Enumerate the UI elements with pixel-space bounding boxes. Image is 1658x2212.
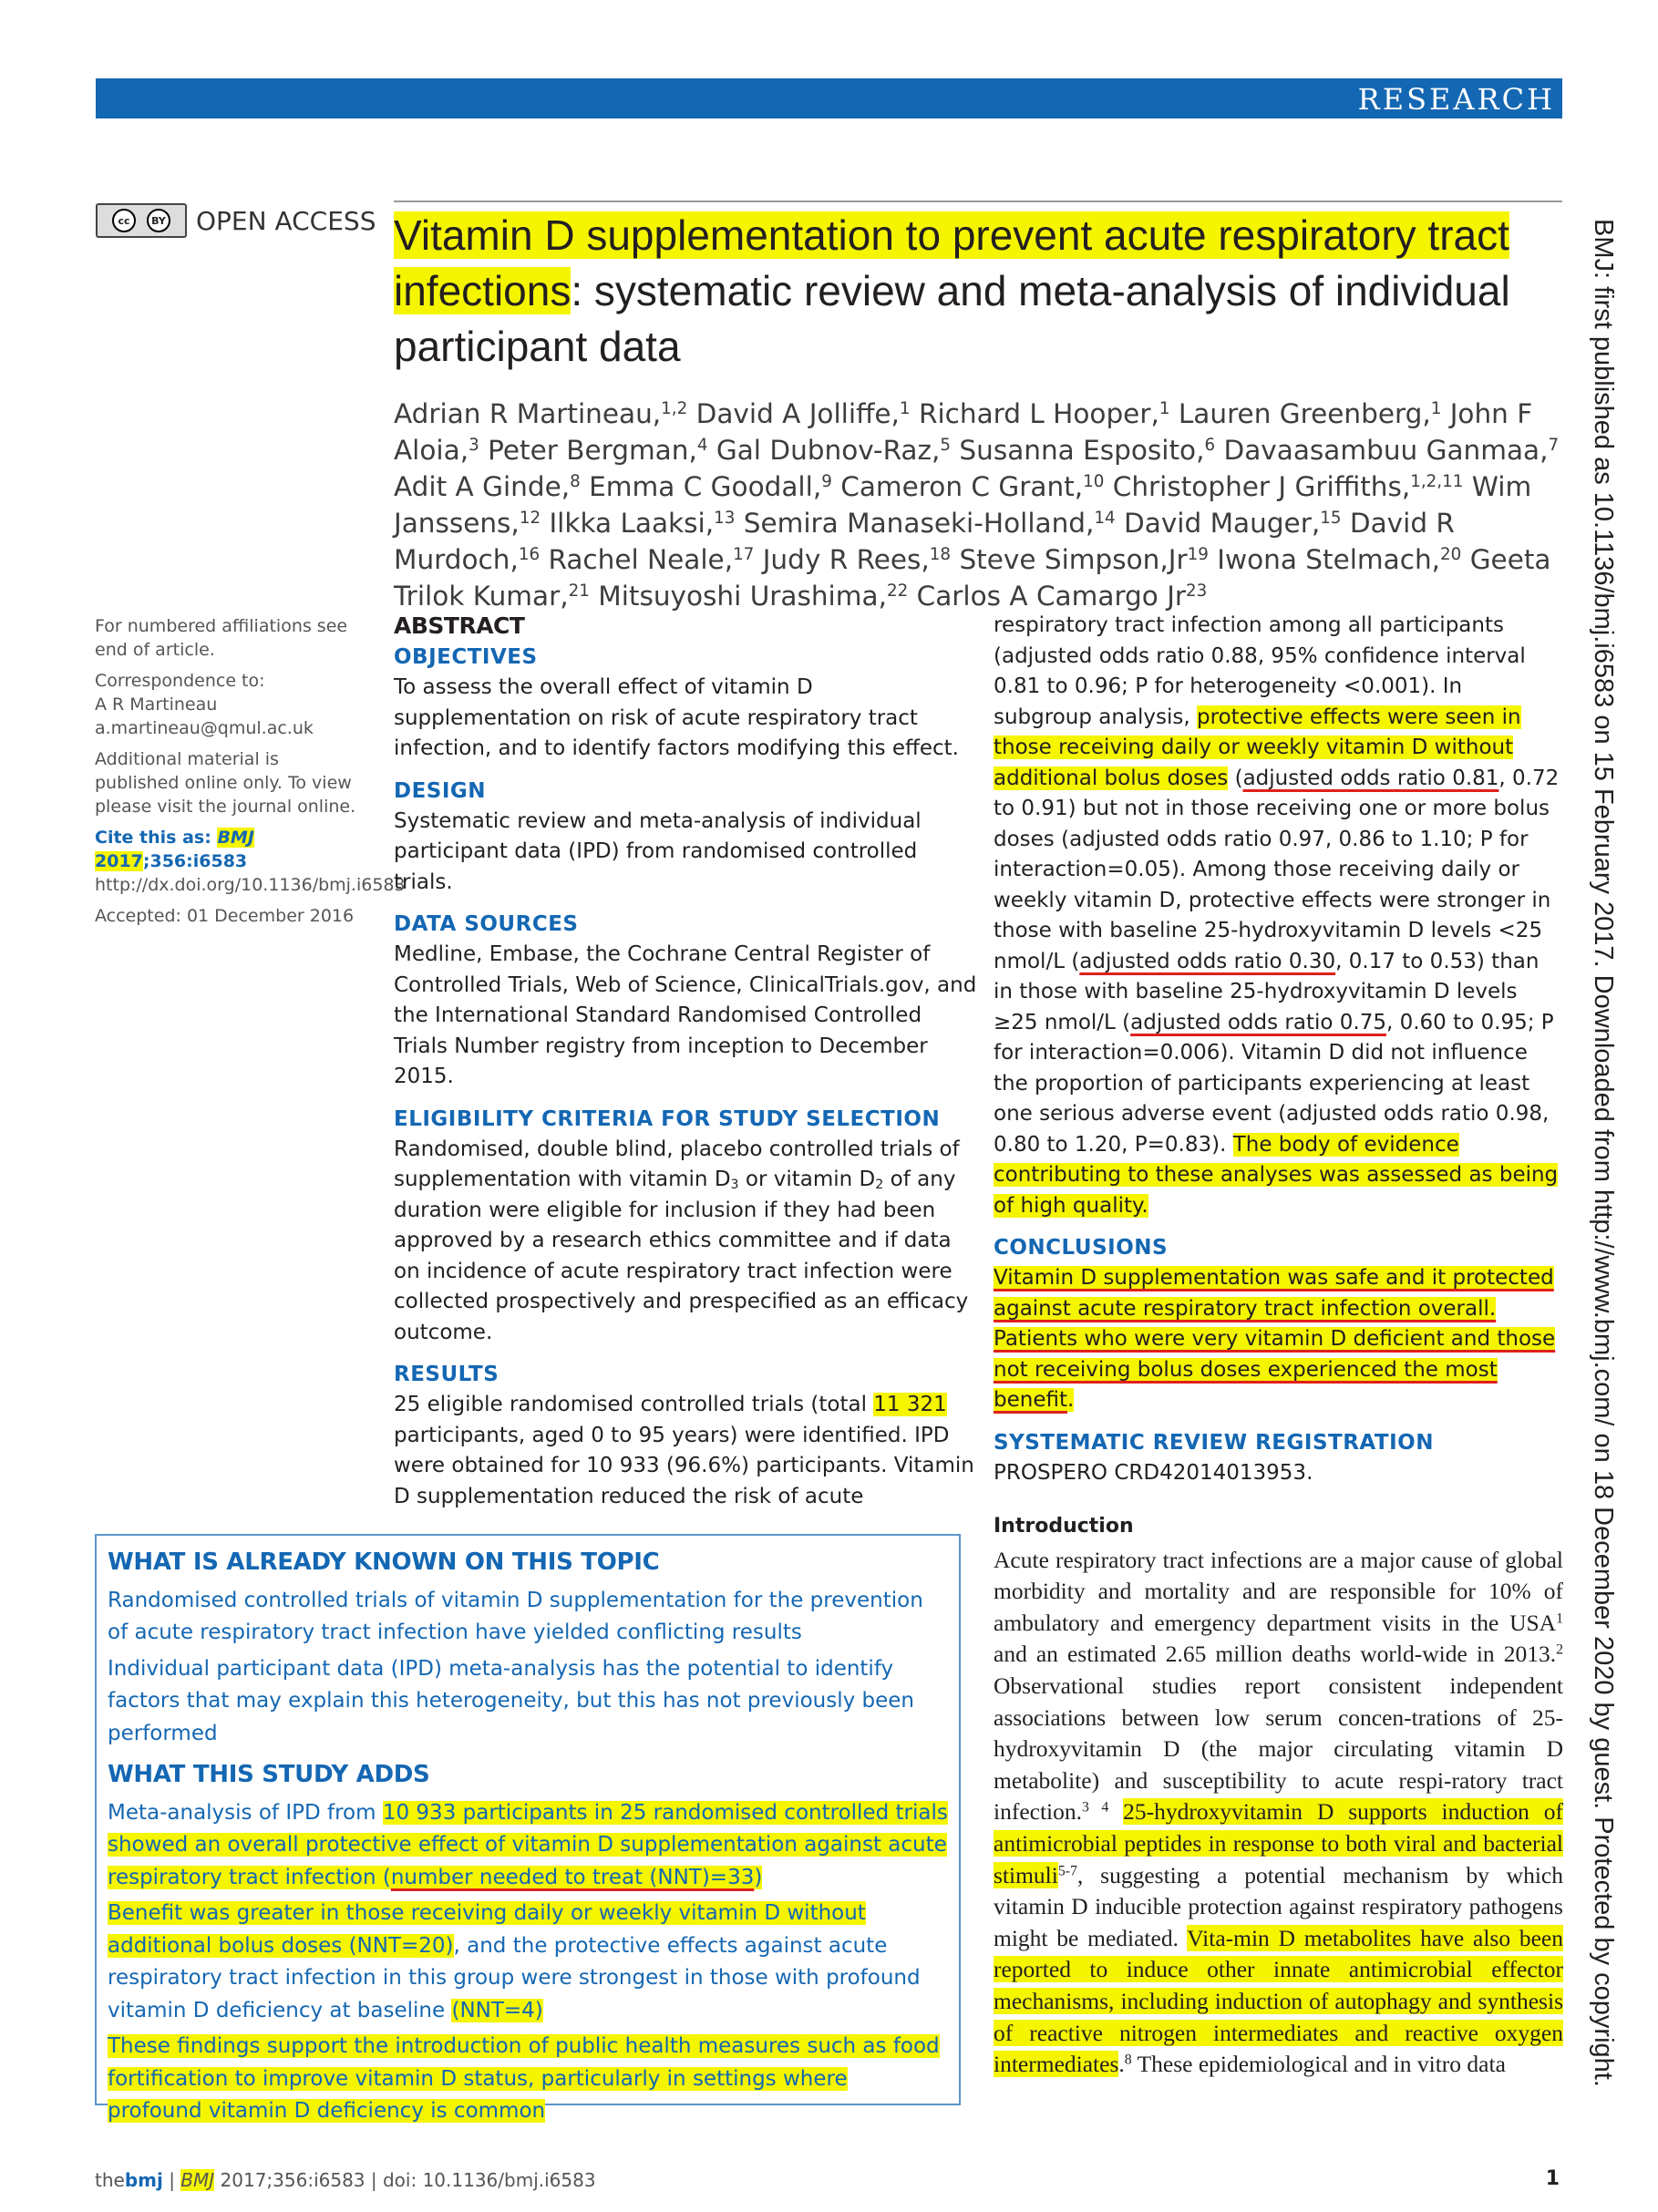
- author-name: Geeta Trilok Kumar,: [394, 544, 1551, 612]
- known-item-1: Randomised controlled trials of vitamin D supplementation for the prevention of acute respiratory tract infection have yielded conflicting results: [108, 1588, 923, 1644]
- author-name: Adrian R Martineau,: [394, 398, 662, 429]
- author-name: Adit A Ginde,: [394, 471, 571, 502]
- author-name: Semira Manaseki-Holland,: [743, 508, 1095, 539]
- author-name: David Mauger,: [1124, 508, 1321, 539]
- adds-heading: WHAT THIS STUDY ADDS: [108, 1761, 430, 1788]
- copyright-side-note: BMJ: first published as 10.1136/bmj.i6583 on 15 February 2017. Downloaded from http://www.bmj.com/ on 18 December 2020 by guest. Protected by copyright.: [1589, 219, 1618, 2087]
- highlight-conclusions: Vitamin D supplementation was safe and it protected against acute respiratory tract infection overall. Patients who were very vitamin D deficient and those not receiving bolus doses experienced the most benefit: [994, 1266, 1556, 1412]
- known-heading: WHAT IS ALREADY KNOWN ON THIS TOPIC: [108, 1548, 660, 1576]
- objectives-text: To assess the overall effect of vitamin D supplementation on risk of acute respiratory tract infection, and to identify factors modifying this effect.: [394, 675, 959, 760]
- author-list: Adrian R Martineau,$^{1,2}$ David A Jolliffe,$^1$ Richard L Hooper,$^1$ Lauren Greenberg,$^1$ John F Aloia,$^3$ Peter Bergman,$^4$ Gal Dubnov-Raz,$^5$ Susanna Esposito,$^6$ Davaasambuu Ganmaa,$^7$ Adit A Ginde,$^8$ Emma C Goodall,$^9$ Cameron C Grant,$^{10}$ Christopher J Griffiths,$^{1,2,11}$ Wim Janssens,$^{12}$ Ilkka Laaksi,$^{13}$ Semira Manaseki-Holland,$^{14}$ David Mauger,$^{15}$ David R Murdoch,$^{16}$ Rachel Neale,$^{17}$ Judy R Rees,$^{18}$ Steve Simpson,Jr$^{19}$ Iwona Stelmach,$^{20}$ Geeta Trilok Kumar,$^{21}$ Mitsuyoshi Urashima,$^{22}$ Carlos A Camargo Jr$^{23}$: [394, 398, 1560, 612]
- underline-odds-ratio-030: adjusted odds ratio 0.30: [1079, 949, 1336, 973]
- author-name: Davaasambuu Ganmaa,: [1223, 435, 1549, 466]
- author-name: Iwona Stelmach,: [1217, 544, 1441, 575]
- introduction-section: [994, 1511, 1563, 2081]
- abstract-column-2: [994, 611, 1563, 1492]
- adds-item-3: These findings support the introduction of public health measures such as food fortification to improve vitamin D status, particularly in settings where profound vitamin D deficiency is common: [108, 2034, 940, 2123]
- conclusions-heading: CONCLUSIONS: [994, 1236, 1169, 1260]
- title-rule: [394, 201, 1562, 202]
- highlight-protective-effects: protective effects were seen in those receiving daily or weekly vitamin D without additional bolus doses: [994, 705, 1521, 790]
- additional-material-note: Additional material is published online only. To view please visit the journal online.: [95, 749, 356, 817]
- accepted-date: Accepted: 01 December 2016: [95, 906, 355, 926]
- results-heading: RESULTS: [394, 1363, 499, 1386]
- correspondence-label: Correspondence to:: [95, 671, 265, 691]
- author-name: Emma C Goodall,: [589, 471, 822, 502]
- affiliations-note: For numbered affiliations see end of article.: [95, 616, 348, 660]
- author-name: Wim Janssens,: [394, 471, 1532, 539]
- highlight-evidence-quality: The body of evidence contributing to these analyses was assessed as being of high quality.: [994, 1132, 1559, 1218]
- author-name: Ilkka Laaksi,: [549, 508, 715, 539]
- author-name: Peter Bergman,: [488, 435, 697, 466]
- design-text: Systematic review and meta-analysis of individual participant data (IPD) from randomised controlled trials.: [394, 808, 922, 894]
- section-label: RESEARCH: [1357, 82, 1555, 117]
- cite-this: Cite this as: BMJ 2017;356:i6583: [95, 828, 254, 871]
- author-name: Carlos A Camargo Jr: [916, 581, 1187, 612]
- results-text: 25 eligible randomised controlled trials (total 11 321 participants, aged 0 to 95 years) were identified. IPD were obtained for 10 933 (96.6%) participants. Vitamin D supplementation reduced the risk of acute: [394, 1393, 974, 1508]
- results-total-highlight: 11 321: [873, 1393, 947, 1416]
- author-name: Gal Dubnov-Raz,: [716, 435, 941, 466]
- objectives-heading: OBJECTIVES: [394, 645, 538, 669]
- eligibility-heading: ELIGIBILITY CRITERIA FOR STUDY SELECTION: [394, 1106, 941, 1131]
- author-name: Cameron C Grant,: [840, 471, 1084, 502]
- introduction-text: Acute respiratory tract infections are a major cause of global morbidity and mortality and are responsible for 10% of ambulatory and emergency department visits in the USA$^1$ and an estimated 2.65 million deaths world-wide in 2013.$^2$ Observational studies report consistent independent associations between low serum concen-trations of 25-hydroxyvitamin D (the major circulating vitamin D metabolite) and susceptibility to acute respi-ratory tract infection.$^{3 4}$ 25-hydroxyvitamin D supports induction of antimicrobial peptides in response to both viral and bacterial stimuli$^{5-7}$, suggesting a potential mechanism by which vitamin D inducible protection against respiratory pathogens might be mediated. Vita-min D metabolites have also been reported to induce other innate antimicrobial effector mechanisms, including induction of autophagy and synthesis of reactive nitrogen intermediates and reactive oxygen intermediates.$^8$ These epidemiological and in vitro data: [994, 1546, 1564, 2078]
- author-name: David A Jolliffe,: [695, 398, 900, 429]
- registration-text: PROSPERO CRD42014013953.: [994, 1460, 1313, 1485]
- doi-link[interactable]: http://dx.doi.org/10.1136/bmj.i6583: [95, 875, 406, 895]
- eligibility-text: Randomised, double blind, placebo controlled trials of supplementation with vitamin $D_3$ or vitamin $D_2$ of any duration were eligible for inclusion if they had been approved by a research ethics committee and if data on incidence of acute respiratory tract infection were collected prospectively and prespecified as an efficacy outcome.: [394, 1137, 969, 1344]
- abstract-title: ABSTRACT: [394, 612, 525, 639]
- page-footer: thebmj | BMJ 2017;356:i6583 | doi: 10.1136/bmj.i6583: [95, 2169, 596, 2191]
- conclusions-text: Vitamin D supplementation was safe and it protected against acute respiratory tract infection overall. Patients who were very vitamin D deficient and those not receiving bolus doses experienced the most benefit.: [994, 1266, 1556, 1412]
- open-access-badge: [96, 202, 376, 239]
- author-name: John F Aloia,: [394, 398, 1533, 466]
- results-continued-text: respiratory tract infection among all participants (adjusted odds ratio 0.88, 95% confidence interval 0.81 to 0.96; P for heterogeneity <0.001). In subgroup analysis, protective effects were seen in those receiving daily or weekly vitamin D without additional bolus doses (adjusted odds ratio 0.81, 0.72 to 0.91) but not in those receiving one or more bolus doses (adjusted odds ratio 0.97, 0.86 to 1.10; P for interaction=0.05). Among those receiving daily or weekly vitamin D, protective effects were stronger in those with baseline 25-hydroxyvitamin D levels <25 nmol/L (adjusted odds ratio 0.30, 0.17 to 0.53) than in those with baseline 25-hydroxyvitamin D levels ≥25 nmol/L (adjusted odds ratio 0.75, 0.60 to 0.95; P for interaction=0.006). Vitamin D did not influence the proportion of participants experiencing at least one serious adverse event (adjusted odds ratio 0.98, 0.80 to 1.20, P=0.83). The body of evidence contributing to these analyses was assessed as being of high quality.: [994, 613, 1560, 1218]
- known-item-2: Individual participant data (IPD) meta-analysis has the potential to identify factors that may explain this heterogeneity, but this has not previously been performed: [108, 1656, 915, 1745]
- bmj-logo: bmj: [124, 2169, 163, 2191]
- adds-item-1: Meta-analysis of IPD from 10 933 participants in 25 randomised controlled trials showed an overall protective effect of vitamin D supplementation against acute respiratory tract infection (number needed to treat (NNT)=33): [108, 1800, 948, 1889]
- author-name: Susanna Esposito,: [959, 435, 1205, 466]
- author-name: David R Murdoch,: [394, 508, 1455, 575]
- design-heading: DESIGN: [394, 778, 487, 803]
- creative-commons-icon: cc BY: [96, 203, 187, 238]
- article-sidebar: [95, 614, 406, 935]
- correspondence-email[interactable]: a.martineau@qmul.ac.uk: [95, 718, 314, 738]
- author-name: Judy R Rees,: [762, 544, 930, 575]
- author-name: Mitsuyoshi Urashima,: [598, 581, 887, 612]
- data-sources-text: Medline, Embase, the Cochrane Central Register of Controlled Trials, Web of Science, ClinicalTrials.gov, and the International Standard Randomised Controlled Trials Number registry from inception to December 2015.: [394, 942, 977, 1088]
- author-name: Lauren Greenberg,: [1178, 398, 1431, 429]
- section-header-bar: [96, 78, 1562, 118]
- underline-odds-ratio-081: adjusted odds ratio 0.81: [1242, 766, 1499, 790]
- author-name: Richard L Hooper,: [918, 398, 1159, 429]
- data-sources-heading: DATA SOURCES: [394, 912, 579, 936]
- underline-nnt-33: number needed to treat (NNT)=33: [390, 1865, 755, 1889]
- highlight-antimicrobial-peptides: 25-hydroxyvitamin D supports induction of antimicrobial peptides in response to both viral and bacterial stimuli: [994, 1798, 1564, 1888]
- highlight-innate-mechanisms: Vita-min D metabolites have also been reported to induce other innate antimicrobial effector mechanisms, including induction of autophagy and synthesis of reactive nitrogen intermediates and reactive oxygen intermediates: [994, 1924, 1563, 2078]
- page-number: 1: [1545, 2167, 1560, 2190]
- author-name: Steve Simpson,Jr: [959, 544, 1188, 575]
- underline-odds-ratio-075: adjusted odds ratio 0.75: [1130, 1010, 1386, 1034]
- registration-heading: SYSTEMATIC REVIEW REGISTRATION: [994, 1430, 1434, 1455]
- adds-item-2: Benefit was greater in those receiving daily or weekly vitamin D without additional bolus doses (NNT=20), and the protective effects against acute respiratory tract infection in this group were strongest in those with profound vitamin D deficiency at baseline (NNT=4): [108, 1901, 921, 2022]
- summary-box: [95, 1534, 961, 2123]
- open-access-label: OPEN ACCESS: [196, 205, 376, 236]
- introduction-heading: Introduction: [994, 1515, 1134, 1538]
- author-name: Rachel Neale,: [548, 544, 734, 575]
- correspondence-name: A R Martineau: [95, 694, 218, 715]
- article-title: Vitamin D supplementation to prevent acute respiratory tract infections: systematic review and meta-analysis of individual participant data: [394, 211, 1510, 370]
- title-highlight: Vitamin D supplementation to prevent acute respiratory tract infections: [394, 211, 1509, 314]
- abstract-column-1: [394, 611, 977, 1516]
- author-name: Christopher J Griffiths,: [1112, 471, 1411, 502]
